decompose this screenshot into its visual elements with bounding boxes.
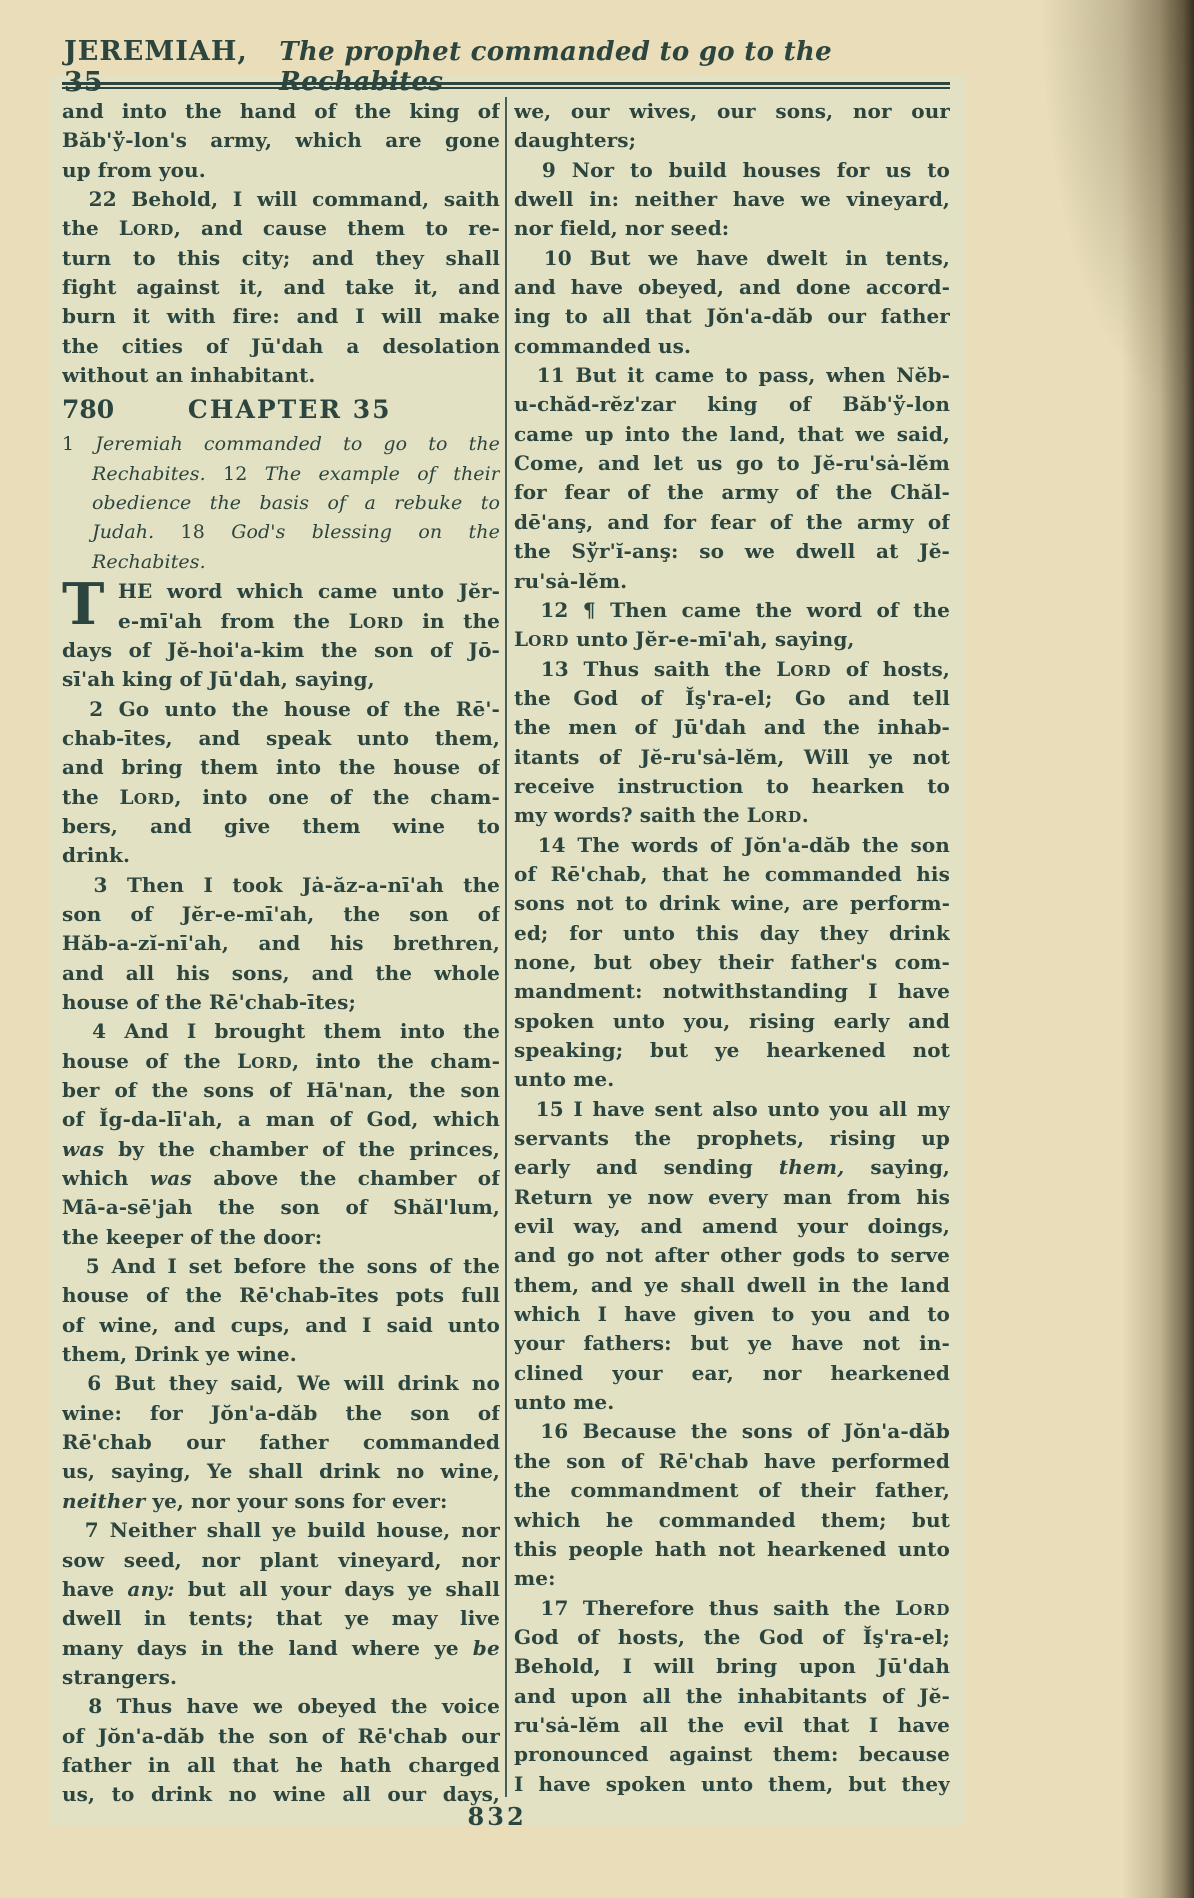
text-line: the commandment of their father, <box>514 1478 950 1503</box>
verse-paragraph <box>62 1017 500 1252</box>
text-line: house of the Rē'chab-ītes; <box>62 989 356 1014</box>
text-line: days of Jĕ-hoi'a-kim the son of Jō- <box>62 637 500 662</box>
text-line: which I have given to you and to <box>514 1302 950 1327</box>
text-line: mandment: notwithstanding I have <box>514 979 950 1004</box>
text-line: chab-ītes, and speak unto them, <box>62 725 500 750</box>
text-line: dwell in tents; that ye may live <box>62 1606 500 1631</box>
text-line: obedience the basis of a rebuke to <box>92 492 500 515</box>
print-area <box>62 36 950 1831</box>
text-line: of Rē'chab, that he commanded his <box>514 861 950 886</box>
text-line: Hăb-a-zĭ-nī'ah, and his brethren, <box>62 931 500 956</box>
text-line: the LORD, and cause them to re- <box>62 216 500 241</box>
text-line: 15 I have sent also unto you all my <box>535 1096 950 1121</box>
text-line: LORD unto Jĕr-e-mī'ah, saying, <box>514 627 855 652</box>
verse-paragraph <box>514 361 950 596</box>
text-line: unto me. <box>514 1390 615 1415</box>
verse-paragraph <box>514 1417 950 1593</box>
text-line: evil way, and amend your doings, <box>514 1214 950 1239</box>
text-line: your fathers: but ye have not in- <box>514 1331 950 1356</box>
text-line: ed; for unto this day they drink <box>514 920 950 945</box>
text-line: dē'anş, and for fear of the army of <box>514 509 950 534</box>
text-line: Come, and let us go to Jĕ-ru'sȧ-lĕm <box>514 451 950 476</box>
page-number: 832 <box>467 1802 527 1831</box>
text-line: u-chăd-rĕz'zar king of Băb'ў-lon <box>514 392 950 417</box>
text-line: neither ye, nor your sons for ever: <box>62 1488 448 1513</box>
text-line: spoken unto you, rising early and <box>514 1008 950 1033</box>
left-column <box>62 97 500 1810</box>
text-line: nor field, nor seed: <box>514 216 730 241</box>
text-line: which he commanded them; but <box>514 1507 950 1532</box>
text-line: the son of Rē'chab have performed <box>514 1448 950 1473</box>
text-line: turn to this city; and they shall <box>62 245 500 270</box>
text-line: have any: but all your days ye shall <box>62 1576 500 1601</box>
text-line: God of hosts, the God of Ĭş'ra-el; <box>514 1624 950 1649</box>
text-line: this people hath not hearkened unto <box>514 1536 950 1561</box>
text-line: early and sending them, saying, <box>514 1155 950 1180</box>
text-line: and all his sons, and the whole <box>62 960 500 985</box>
text-columns <box>62 97 950 1810</box>
text-line: ing to all that Jŏn'a-dăb our father <box>514 304 950 329</box>
verse-paragraph <box>514 156 950 244</box>
text-line: 17 Therefore thus saith the LORD <box>540 1595 950 1620</box>
text-line: dwell in: neither have we vineyard, <box>514 187 950 212</box>
text-line: drink. <box>62 843 131 868</box>
text-line: ru'sȧ-lĕm all the evil that I have <box>514 1712 950 1737</box>
text-line: bers, and give them wine to <box>62 813 500 838</box>
chapter-summary <box>62 430 500 577</box>
running-head <box>62 36 950 98</box>
text-line: sons not to drink wine, are perform- <box>514 891 950 916</box>
text-line: which was above the chamber of <box>62 1166 500 1191</box>
text-line: 13 Thus saith the LORD of hosts, <box>540 656 950 681</box>
text-line: 5 And I set before the sons of the <box>85 1254 500 1279</box>
text-line: and have obeyed, and done accord- <box>514 275 950 300</box>
text-line: 8 Thus have we obeyed the voice <box>88 1694 500 1719</box>
text-line: 11 But it came to pass, when Nĕb- <box>536 363 950 388</box>
running-head-title: The prophet commanded to go to the Rechabites <box>279 37 832 97</box>
verse-paragraph <box>514 1095 950 1418</box>
verse-paragraph <box>62 1692 500 1809</box>
text-line: house of the LORD, into the cham- <box>62 1048 500 1073</box>
text-line: 22 Behold, I will command, saith <box>88 187 500 212</box>
chapter-side-number: 780 <box>62 395 115 425</box>
text-line: fight against it, and take it, and <box>62 275 500 300</box>
running-head-book: JEREMIAH, 35 <box>64 36 248 98</box>
text-line: HE word which came unto Jĕr- <box>118 579 500 604</box>
text-line: the keeper of the door: <box>62 1224 323 1249</box>
text-line: 2 Go unto the house of the Rē'- <box>89 696 500 721</box>
text-line: itants of Jĕ-ru'sȧ-lĕm, Will ye not <box>514 744 950 769</box>
text-line: 3 Then I took Jȧ-ăz-a-nī'ah the <box>93 872 500 897</box>
text-line: the Sўr'ĭ-anş: so we dwell at Jĕ- <box>514 539 950 564</box>
text-line: clined your ear, nor hearkened <box>514 1360 950 1385</box>
text-line: Return ye now every man from his <box>514 1184 950 1209</box>
verse-paragraph <box>62 871 500 1018</box>
drop-cap: T <box>62 571 105 639</box>
text-line: receive instruction to hearken to <box>514 773 950 798</box>
text-line: daughters; <box>514 128 637 153</box>
text-line: speaking; but ye hearkened not <box>514 1038 950 1062</box>
text-line: of Jŏn'a-dăb the son of Rē'chab our <box>62 1723 500 1748</box>
text-line: of wine, and cups, and I said unto <box>62 1312 500 1337</box>
verse-paragraph <box>62 1516 500 1692</box>
text-line: them, and ye shall dwell in the land <box>514 1272 950 1297</box>
text-line: 4 And I brought them into the <box>92 1019 500 1044</box>
text-line: pronounced against them: because <box>514 1742 950 1767</box>
text-line: them, Drink ye wine. <box>62 1342 297 1367</box>
verse-paragraph <box>62 695 500 871</box>
text-line: Mā-a-sē'jah the son of Shăl'lum, <box>62 1195 500 1220</box>
text-line: and go not after other gods to serve <box>514 1243 950 1268</box>
text-line: we, our wives, our sons, nor our <box>514 99 950 123</box>
text-line: the cities of Jū'dah a desolation <box>62 333 500 358</box>
verse-paragraph <box>514 831 950 1095</box>
text-line: the men of Jū'dah and the inhab- <box>514 715 950 740</box>
verse-paragraph <box>514 655 950 831</box>
text-line: wine: for Jŏn'a-dăb the son of <box>62 1400 500 1425</box>
verse-paragraph <box>62 97 500 185</box>
text-line: of Ĭg-da-lī'ah, a man of God, which <box>62 1107 500 1132</box>
text-line: servants the prophets, rising up <box>514 1126 950 1151</box>
text-line: for fear of the army of the Chăl- <box>514 480 950 505</box>
verse-paragraph <box>514 244 950 361</box>
text-line: and upon all the inhabitants of Jĕ- <box>514 1683 950 1708</box>
page-edge-shadow <box>1122 0 1194 1898</box>
text-line: 7 Neither shall ye build house, nor <box>84 1518 500 1543</box>
verse-paragraph <box>62 1369 500 1516</box>
text-line: e-mī'ah from the LORD in the <box>118 608 500 633</box>
verse-paragraph <box>514 97 950 156</box>
text-line: sī'ah king of Jū'dah, saying, <box>62 667 375 692</box>
text-line: 12 ¶ Then came the word of the <box>540 597 950 622</box>
text-line: unto me. <box>514 1067 615 1092</box>
text-line: without an inhabitant. <box>62 363 316 388</box>
text-line: my words? saith the LORD. <box>514 803 809 828</box>
text-line: burn it with fire: and I will make <box>62 304 500 329</box>
text-line: ru'sȧ-lĕm. <box>514 568 628 593</box>
text-line: the LORD, into one of the cham- <box>62 784 500 809</box>
text-line: me: <box>514 1566 556 1591</box>
text-line: father in all that he hath charged <box>62 1752 500 1777</box>
text-line: us, to drink no wine all our days, <box>62 1782 500 1807</box>
text-line: 16 Because the sons of Jŏn'a-dăb <box>540 1419 950 1444</box>
text-line: 14 The words of Jŏn'a-dăb the son <box>537 832 950 857</box>
text-line: the God of Ĭş'ra-el; Go and tell <box>514 685 950 710</box>
column-divider <box>505 97 507 1797</box>
chapter-title: CHAPTER 35 <box>187 395 392 425</box>
text-line: 9 Nor to build houses for us to <box>541 157 950 182</box>
verse-paragraph <box>62 185 500 390</box>
right-column <box>514 97 950 1810</box>
text-line: was by the chamber of the princes, <box>62 1136 500 1161</box>
text-line: Rē'chab our father commanded <box>62 1430 500 1455</box>
text-line: Judah. 18 God's blessing on the <box>92 521 500 544</box>
verse-paragraph <box>514 1594 950 1799</box>
chapter-heading <box>62 391 500 429</box>
verse-paragraph <box>514 596 950 655</box>
text-line: I have spoken unto them, but they <box>514 1771 950 1796</box>
text-line: sow seed, nor plant vineyard, nor <box>62 1547 500 1572</box>
text-line: commanded us. <box>514 333 692 358</box>
text-line: son of Jĕr-e-mī'ah, the son of <box>62 901 500 926</box>
text-line: Băb'ў-lon's army, which are gone <box>62 128 500 153</box>
text-line: Rechabites. <box>92 550 206 573</box>
text-line: none, but obey their father's com- <box>514 949 950 974</box>
text-line: up from you. <box>62 157 206 182</box>
text-line: 10 But we have dwelt in tents, <box>543 245 950 270</box>
text-line: 1 Jeremiah commanded to go to the <box>62 433 500 456</box>
text-line: and bring them into the house of <box>62 755 500 780</box>
text-line: ber of the sons of Hā'nan, the son <box>62 1078 500 1102</box>
verse-paragraph-dropcap <box>62 571 500 694</box>
verse-paragraph <box>62 1252 500 1369</box>
text-line: 6 But they said, We will drink no <box>87 1371 500 1396</box>
text-line: house of the Rē'chab-ītes pots full <box>62 1283 500 1308</box>
text-line: many days in the land where ye be <box>62 1635 500 1660</box>
text-line: and into the hand of the king of <box>62 99 500 123</box>
text-line: Behold, I will bring upon Jū'dah <box>514 1654 950 1679</box>
text-line: strangers. <box>62 1664 178 1689</box>
text-line: came up into the land, that we said, <box>514 421 950 446</box>
text-line: us, saying, Ye shall drink no wine, <box>62 1459 500 1484</box>
text-line: Rechabites. 12 The example of their <box>92 462 500 485</box>
